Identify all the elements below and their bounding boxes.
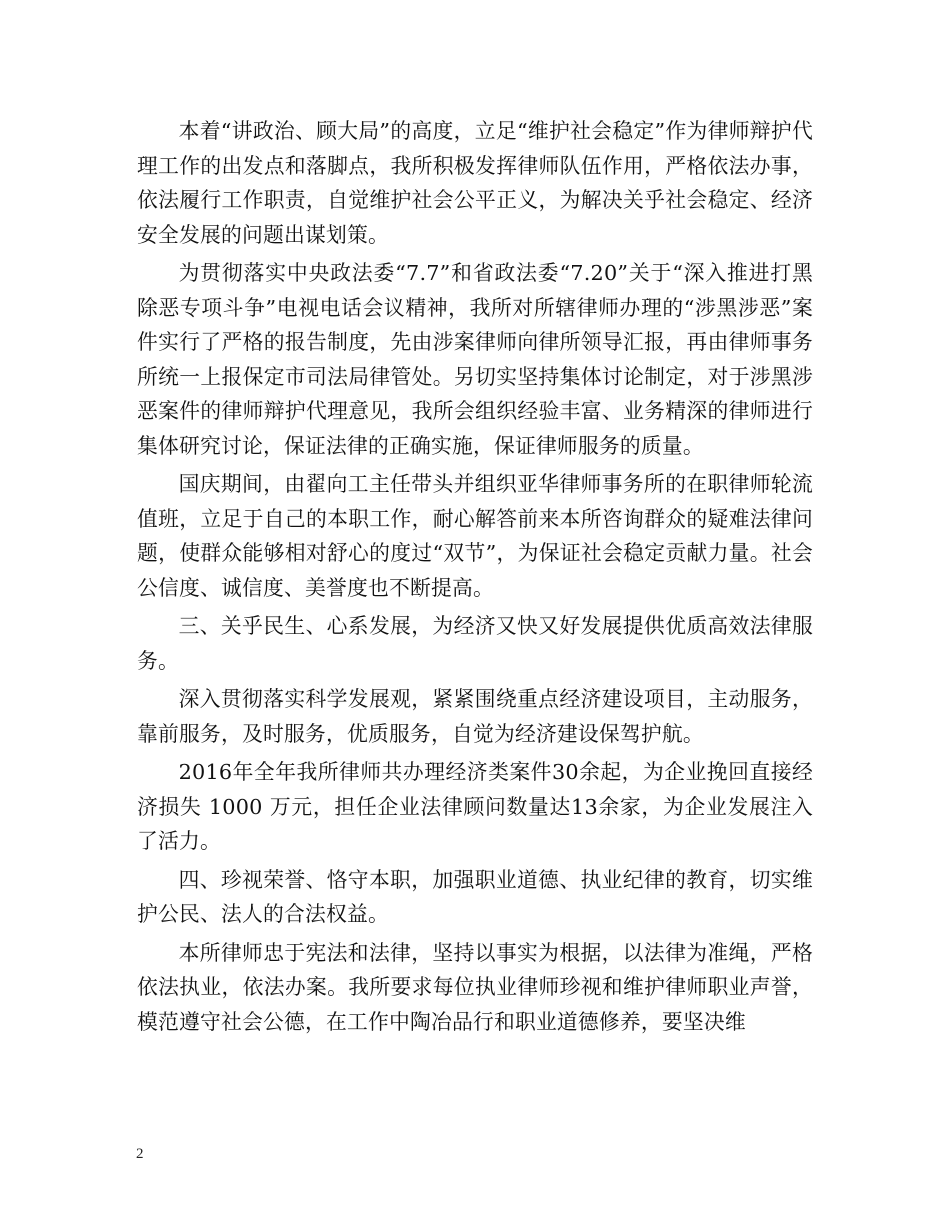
section-heading-3: 三、关乎民生、心系发展，为经济又快又好发展提供优质高效法律服务。 xyxy=(137,614,813,673)
page-number: 2 xyxy=(136,1146,144,1162)
paragraph-2: 为贯彻落实中央政法委“7.7”和省政法委“7.20”关于“深入推进打黑除恶专项斗争”电视电话会议精神，我所对所辖律师办理的“涉黑涉恶”案件实行了严格的报告制度，先由涉案律师向律所领导汇报，再由律师事务所统一上报保定市司法局律管处。另切实坚持集体讨论制定，对于涉黑涉恶案件的律师辩护代理意见，我所会组织经验丰富、业务精深的律师进行集体研究讨论，保证法律的正确实施，保证律师服务的质量。 xyxy=(137,261,813,458)
paragraph-1: 本着“讲政治、顾大局”的高度，立足“维护社会稳定”作为律师辩护代理工作的出发点和落脚点，我所积极发挥律师队伍作用，严格依法办事，依法履行工作职责，自觉维护社会公平正义，为解决关乎社会稳定、经济安全发展的问题出谋划策。 xyxy=(137,119,813,247)
document-body xyxy=(137,114,813,1043)
section-heading-4: 四、珍视荣誉、恪守本职，加强职业道德、执业纪律的教育，切实维护公民、法人的合法权益。 xyxy=(137,867,813,926)
paragraph-4: 深入贯彻落实科学发展观，紧紧围绕重点经济建设项目，主动服务，靠前服务，及时服务，优质服务，自觉为经济建设保驾护航。 xyxy=(137,687,813,746)
paragraph-6: 本所律师忠于宪法和法律，坚持以事实为根据，以法律为准绳，严格依法执业，依法办案。我所要求每位执业律师珍视和维护律师职业声誉，模范遵守社会公德，在工作中陶冶品行和职业道德修养，要坚决维 xyxy=(137,940,813,1034)
paragraph-3: 国庆期间，由翟向工主任带头并组织亚华律师事务所的在职律师轮流值班，立足于自己的本职工作，耐心解答前来本所咨询群众的疑难法律问题，使群众能够相对舒心的度过“双节”，为保证社会稳定贡献力量。社会公信度、诚信度、美誉度也不断提高。 xyxy=(137,472,813,600)
paragraph-5: 2016年全年我所律师共办理经济类案件30余起，为企业挽回直接经济损失 1000 万元，担任企业法律顾问数量达13余家，为企业发展注入了活力。 xyxy=(137,760,813,853)
